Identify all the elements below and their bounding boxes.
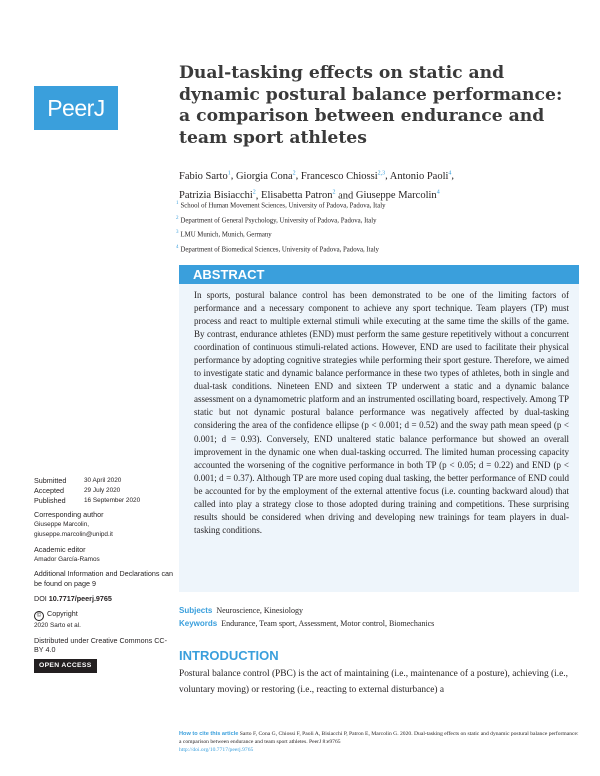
logo-text: PeerJ <box>47 94 105 121</box>
introduction-text: Postural balance control (PBC) is the act of maintaining (i.e., maintenance of a posture), achieving (i.e., voluntary moving) or restoring (i.e., reacting to external disturbance) a <box>179 669 568 695</box>
author[interactable]: Giuseppe Marcolin$^4$ <box>355 189 440 201</box>
article-sidebar <box>34 476 174 673</box>
subjects-keywords <box>179 604 579 630</box>
subjects-line: Subjects Neuroscience, Kinesiology <box>179 606 303 615</box>
introduction-heading: INTRODUCTION <box>179 648 279 663</box>
corresponding-author-email[interactable]: giuseppe.marcolin@unipd.it <box>34 530 113 538</box>
author[interactable]: Patrizia Bisiacchi$^2$ <box>179 189 256 201</box>
article-title: Dual-tasking effects on static and dynamic postural balance performance: a comparison between endurance and team sport athletes <box>179 63 563 148</box>
copyright-label: © Copyright <box>34 609 174 621</box>
affiliations <box>176 198 576 257</box>
citation-footer <box>179 730 579 754</box>
affiliation: $^1$ School of Human Movement Sciences, University of Padova, Padova, Italy <box>176 201 386 210</box>
accepted-row: Accepted 29 July 2020 <box>34 485 121 495</box>
copyright-holder: 2020 Sarto et al. <box>34 621 81 629</box>
corresponding-author-label: Corresponding author <box>34 510 104 520</box>
author[interactable]: Fabio Sarto$^1$ <box>179 170 231 182</box>
copyright-icon: © <box>34 611 44 621</box>
affiliation: $^2$ Department of General Psychology, University of Padova, Padova, Italy <box>176 215 377 224</box>
citation-text: Sarto F, Cona G, Chiossi F, Paoli A, Bisiacchi P, Patron E, Marcolin G. 2020. Dual-tasking effects on static and dynamic postural balance performance: a comparison between endurance and team sport athletes. PeerJ 8:e9765 <box>179 731 579 745</box>
peerj-logo <box>34 86 118 130</box>
abstract-text: In sports, postural balance control has been demonstrated to be one of the limiting factors of performance and a necessary component to achieve any sport technique. Team players (TP) must process and react to multiple external stimuli while executing at the same time the skills of the game. By contrast, endurance athletes (END) must perform the same gesture repetitively without a concurrent coordination of continuous stimuli-related actions. However, END are used to facilitate their physical performance by adopting cognitive strategies while performing their sport gesture. Therefore, we aimed to investigate static and dynamic balance performance in these two types of athletes, both in single and dual-task conditions. Nineteen END and sixteen TP underwent a static and a dynamic balance assessment on a dynamometric platform and an instrumented oscillating board, respectively. Among TP static but not dynamic postural balance performance was negatively affected by dual-tasking considering the area of the confidence ellipse (p < 0.001; d = 0.52) and the sway path mean speed (p < 0.001; d = 0.93). Conversely, END unaltered static balance performance but showed an overall improvement in the dynamic one when dual-tasking occurred. The limited human processing capacity accounted the worsening of the cognitive performance in both TP (p < 0.05; d = 0.22) and END (p < 0.001; d = 0.37). Although TP are more used coping dual tasking, the better performance of END could be accounted for by the employment of the external attentive focus (i.e. counting backward aloud) that called into play a strategy close to those adopted during training and competitions. These surprising results should be considered when driving and developing new trainings for team players in dual-tasking conditions. <box>194 290 569 535</box>
keywords-value: Endurance, Team sport, Assessment, Motor control, Biomechanics <box>221 619 435 628</box>
open-access-badge: OPEN ACCESS <box>34 659 97 673</box>
author[interactable]: Francesco Chiossi$^{2,3}$ <box>300 170 386 182</box>
academic-editor-label: Academic editor <box>34 544 86 554</box>
published-row: Published 16 September 2020 <box>34 495 141 505</box>
doi-link[interactable]: 10.7717/peerj.9765 <box>48 593 112 603</box>
affiliation: $^4$ Department of Biomedical Sciences, University of Padova, Padova, Italy <box>176 245 379 254</box>
citation-url[interactable]: http://doi.org/10.7717/peerj.9765 <box>179 747 254 753</box>
corresponding-author-name: Giuseppe Marcolin, <box>34 521 90 529</box>
academic-editor-name: Amador García-Ramos <box>34 555 100 563</box>
license-text[interactable]: Distributed under Creative Commons CC-BY 4.0 <box>34 635 168 655</box>
submitted-row: Submitted 30 April 2020 <box>34 476 122 485</box>
additional-info-link[interactable]: Additional Information and Declarations can be found on page 9 <box>34 569 174 589</box>
author[interactable]: Antonio Paoli$^4$ <box>389 170 452 182</box>
author[interactable]: Elisabetta Patron$^2$ <box>261 189 336 201</box>
affiliation: $^3$ LMU Munich, Munich, Germany <box>176 230 272 239</box>
doi-line: DOI 10.7717/peerj.9765 <box>34 593 112 603</box>
citation-label: How to cite this article <box>179 731 239 737</box>
author-list: Fabio Sarto$^1$, Giorgia Cona$^2$, Francesco Chiossi$^{2,3}$, Antonio Paoli$^4$, Patrizia Bisiacchi$^2$, Elisabetta Patron$^2$ and Giuseppe Marcolin$^4$ <box>179 170 455 201</box>
abstract-heading: ABSTRACT <box>193 267 265 282</box>
author[interactable]: Giorgia Cona$^2$ <box>235 170 296 182</box>
keywords-line: Keywords Endurance, Team sport, Assessment, Motor control, Biomechanics <box>179 619 435 628</box>
subjects-value[interactable]: Neuroscience, Kinesiology <box>216 606 303 615</box>
